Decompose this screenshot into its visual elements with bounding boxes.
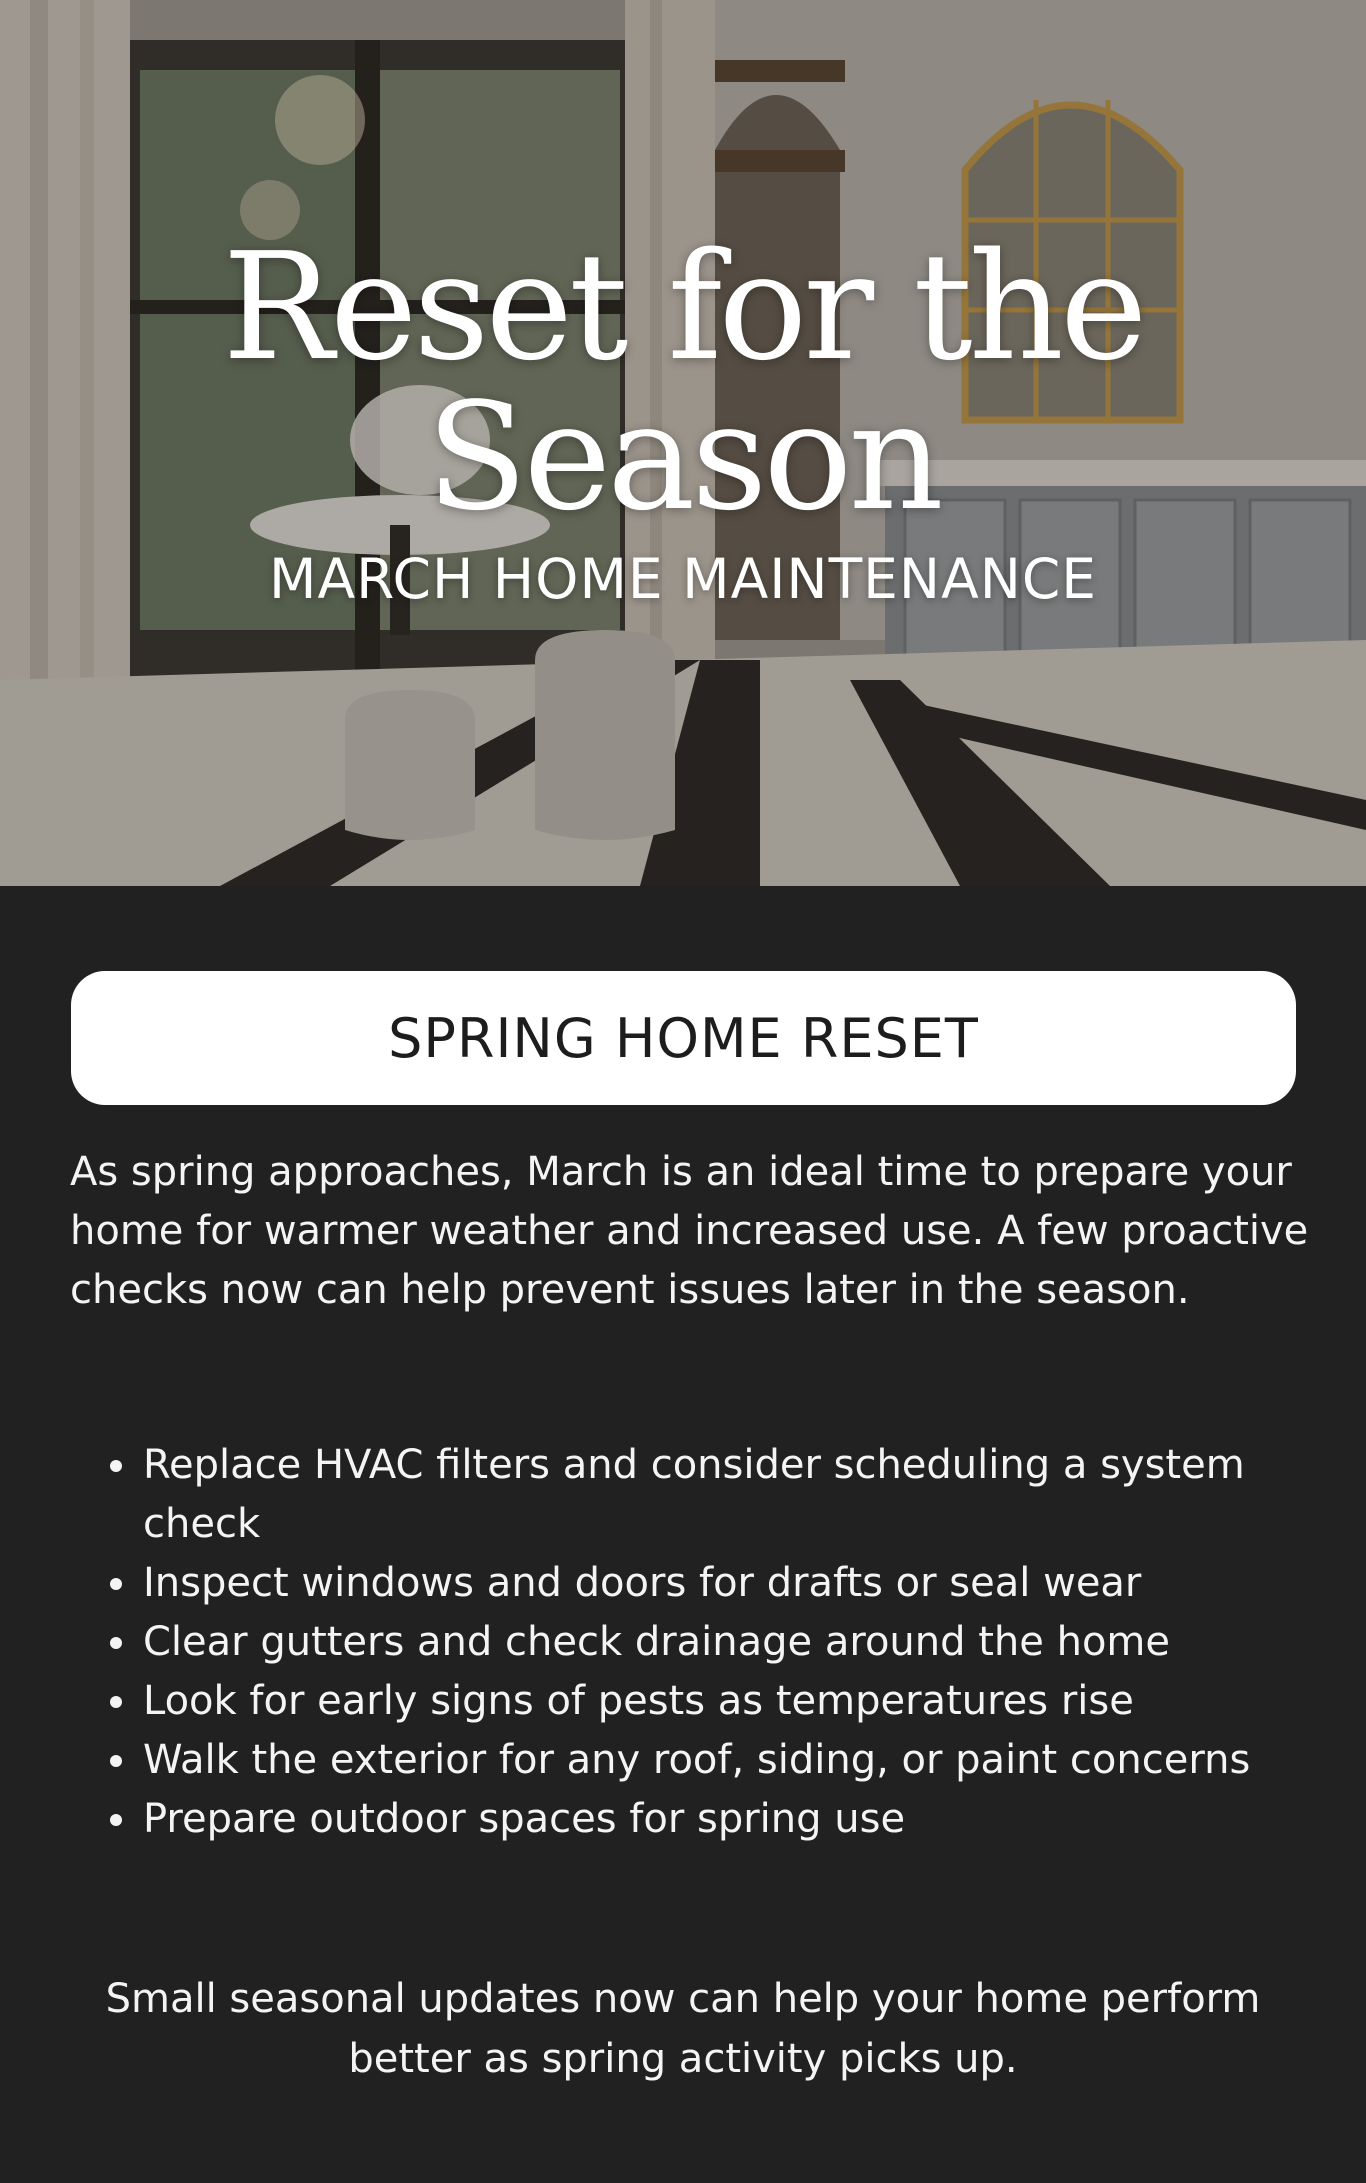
list-item [70,1672,1310,1731]
list-item [70,1790,1310,1849]
bullet-icon [110,1755,122,1767]
section-heading-pill [71,971,1296,1105]
bullet-icon [110,1460,122,1472]
task-text: Prepare outdoor spaces for spring use [143,1796,906,1842]
list-item [70,1436,1310,1554]
hero-banner [0,0,1366,886]
list-item [70,1613,1310,1672]
task-text: Look for early signs of pests as temperatures rise [143,1678,1134,1724]
bullet-icon [110,1696,122,1708]
intro-paragraph: As spring approaches, March is an ideal time to prepare your home for warmer weather and increased use. A few proactive checks now can help prevent issues later in the season. [70,1149,1309,1313]
task-text: Inspect windows and doors for drafts or seal wear [143,1560,1142,1606]
hero-subtitle: MARCH HOME MAINTENANCE [269,547,1097,611]
bullet-icon [110,1578,122,1590]
hero-title-line-1: Reset for the [222,221,1144,393]
hero-title-line-2: Season [426,371,940,543]
bullet-icon [110,1814,122,1826]
hero-title [0,221,1366,543]
task-text: Replace HVAC filters and consider scheduling a system check [143,1442,1245,1547]
list-item [70,1554,1310,1613]
task-text: Clear gutters and check drainage around the home [143,1619,1170,1665]
task-text: Walk the exterior for any roof, siding, or paint concerns [143,1737,1251,1783]
section-heading: SPRING HOME RESET [388,1006,979,1070]
bullet-icon [110,1637,122,1649]
maintenance-task-list [70,1436,1310,1849]
closing-paragraph: Small seasonal updates now can help your home perform better as spring activity picks up. [105,1976,1261,2082]
list-item [70,1731,1310,1790]
